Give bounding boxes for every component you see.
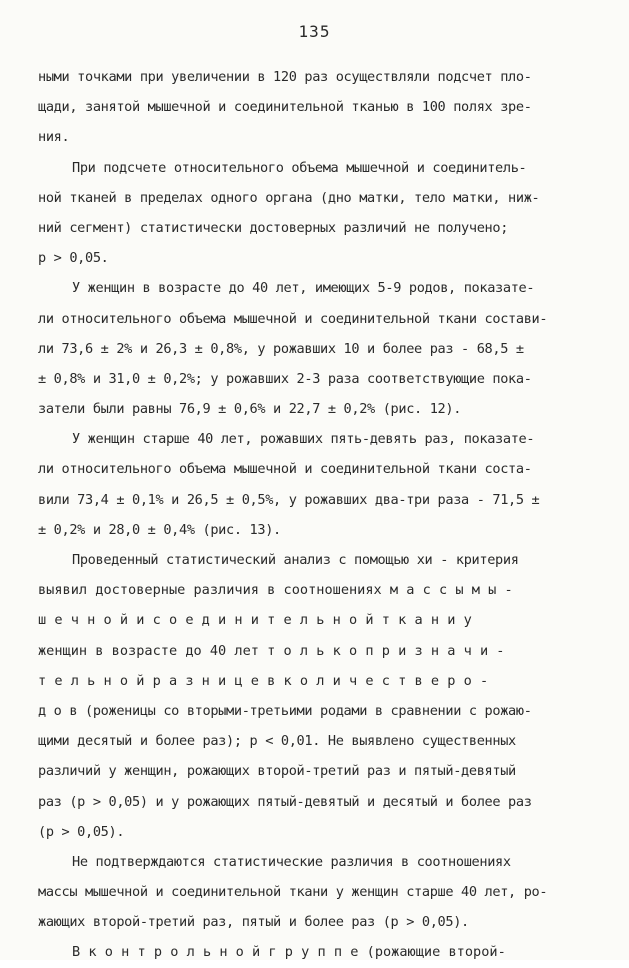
text-line: ной тканей в пределах одного органа (дно матки, тело матки, ниж-	[38, 189, 540, 206]
text-line: выявил достоверные различия в соотношениях м а с с ы м ы -	[38, 582, 513, 599]
text-line: ± 0,8% и 31,0 ± 0,2%; у рожавших 2-3 раза соответствующие пока-	[38, 370, 532, 387]
text-line: жающих второй-третий раз, пятый и более раз (p > 0,05).	[38, 914, 469, 931]
document-body	[38, 62, 596, 968]
text-line: ний сегмент) статистически достоверных различий не получено;	[38, 219, 509, 236]
text-line: В к о н т р о л ь н о й г р у п п е (рожающие второй-	[72, 944, 506, 961]
text-line: вили 73,4 ± 0,1% и 26,5 ± 0,5%, у рожавших два-три раза - 71,5 ±	[38, 491, 540, 508]
text-line: ли 73,6 ± 2% и 26,3 ± 0,8%, у рожавших 10 и более раз - 68,5 ±	[38, 340, 524, 357]
text-line: женщин в возрасте до 40 лет т о л ь к о п р и з н а ч и -	[38, 642, 505, 659]
text-line: (p > 0,05).	[38, 823, 125, 840]
text-line: т е л ь н о й р а з н и ц е в к о л и ч е с т в е р о -	[38, 672, 489, 689]
text-line: д о в (роженицы со вторыми-третьими родами в сравнении с рожаю-	[38, 702, 532, 719]
text-line: Не подтверждаются статистические различия в соотношениях	[72, 853, 511, 870]
text-line: щими десятый и более раз); p < 0,01. Не выявлено существенных	[38, 733, 516, 750]
text-line: ш е ч н о й и с о е д и н и т е л ь н о й т к а н и у	[38, 612, 472, 629]
text-line: ± 0,2% и 28,0 ± 0,4% (рис. 13).	[38, 521, 281, 538]
text-line: раз (p > 0,05) и у рожающих пятый-девятый и десятый и более раз	[38, 793, 532, 810]
text-line: p > 0,05.	[38, 250, 109, 267]
text-line: При подсчете относительного объема мышечной и соединитель-	[72, 159, 527, 176]
text-line: различий у женщин, рожающих второй-третий раз и пятый-девятый	[38, 763, 516, 780]
text-line: У женщин старше 40 лет, рожавших пять-девять раз, показате-	[72, 431, 535, 448]
text-line: ли относительного объема мышечной и соединительной ткани состави-	[38, 310, 548, 327]
text-line: затели были равны 76,9 ± 0,6% и 22,7 ± 0,2% (рис. 12).	[38, 401, 462, 418]
text-line: Проведенный статистический анализ с помощью хи - критерия	[72, 552, 519, 568]
text-line: массы мышечной и соединительной ткани у женщин старше 40 лет, ро-	[38, 884, 548, 901]
text-line: ния.	[38, 129, 70, 146]
text-line: ли относительного объема мышечной и соединительной ткани соста-	[38, 461, 532, 478]
page-number: 135	[298, 22, 331, 41]
text-line: щади, занятой мышечной и соединительной тканью в 100 полях зре-	[38, 99, 532, 116]
text-line: У женщин в возрасте до 40 лет, имеющих 5-9 родов, показате-	[72, 280, 535, 297]
text-line: ными точками при увеличении в 120 раз осуществляли подсчет пло-	[38, 69, 532, 85]
